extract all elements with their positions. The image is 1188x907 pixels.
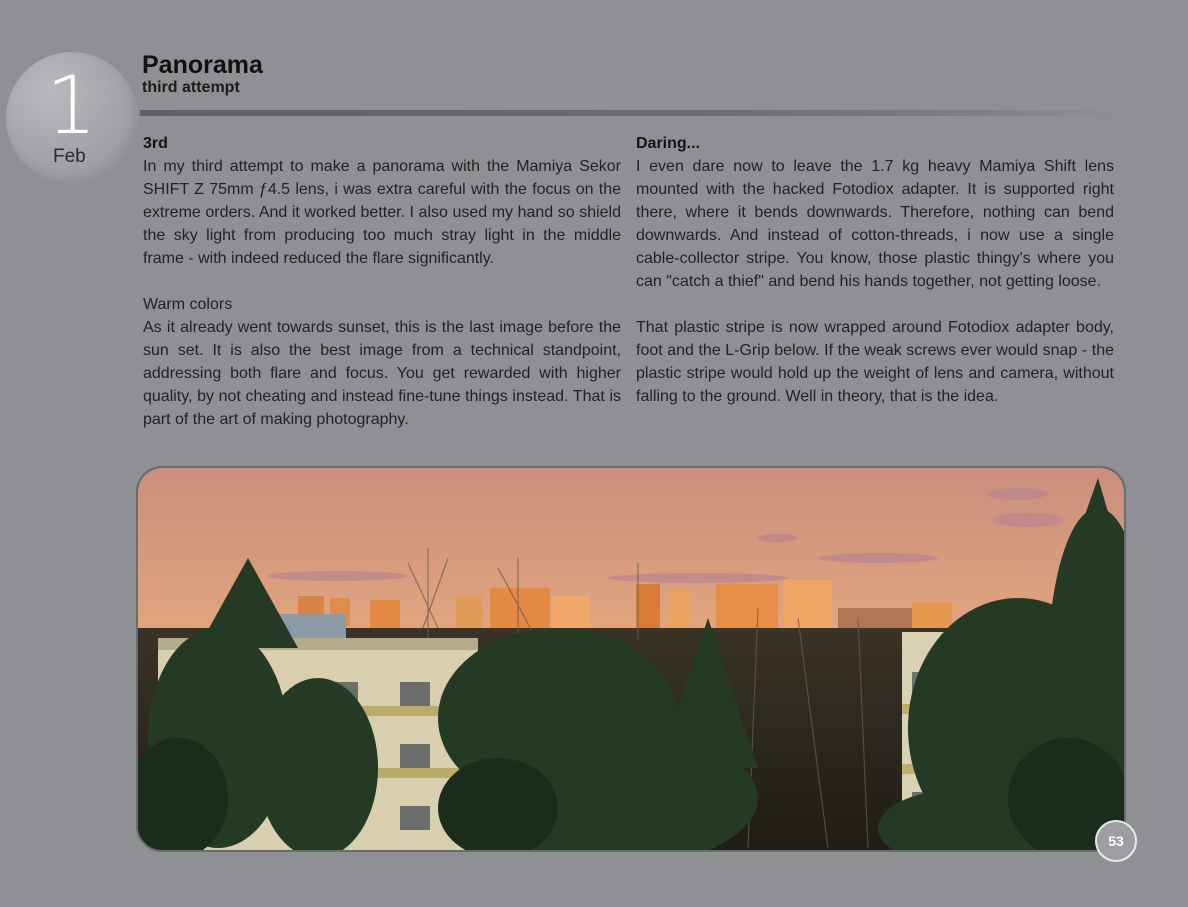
section-heading-warm-colors: Warm colors xyxy=(143,296,233,313)
panorama-photo xyxy=(136,466,1126,852)
date-day: 1 xyxy=(46,59,95,152)
paragraph-plastic-stripe: That plastic stripe is now wrapped around Fotodiox adapter body, foot and the L-Grip below. If the weak screws ever would snap - the plastic stripe would hold up the weight of lens and camera, without falling to the ground. Well in theory, that is the idea. xyxy=(636,319,1114,405)
date-badge xyxy=(6,52,138,184)
paragraph-gap xyxy=(636,293,1114,316)
right-text-column xyxy=(636,132,1114,408)
page-number-badge: 53 xyxy=(1095,820,1137,862)
section-heading-3rd: 3rd xyxy=(143,135,168,152)
section-heading-daring: Daring... xyxy=(636,135,701,152)
paragraph-daring: I even dare now to leave the 1.7 kg heavy Mamiya Shift lens mounted with the hacked Fotodiox adapter. It is supported right there, where it bends downwards. Therefore, nothing can bend downwards. And instead of cotton-threads, i now use a single cable-collector stripe. You know, those plastic thingy's where you can "catch a thief" and bend his hands together, not getting loose. xyxy=(636,158,1114,290)
paragraph-warm-colors: As it already went towards sunset, this is the last image before the sun set. It is also the best image from a technical standpoint, addressing both flare and focus. You get rewarded with higher quality, by not cheating and instead fine-tune things instead. That is part of the art of making photography. xyxy=(143,319,621,428)
paragraph-gap xyxy=(143,270,621,293)
panorama-illustration xyxy=(138,468,1124,850)
left-text-column xyxy=(143,132,621,431)
date-month: Feb xyxy=(53,146,86,167)
header-divider xyxy=(140,110,1118,116)
paragraph-3rd: In my third attempt to make a panorama with the Mamiya Sekor SHIFT Z 75mm ƒ4.5 lens, i was extra careful with the focus on the extreme orders. And it worked better. I also used my hand so shield the sky light from producing too much stray light in the middle frame - with indeed reduced the flare significantly. xyxy=(143,158,621,267)
page-subtitle: third attempt xyxy=(142,79,240,96)
page-title: Panorama xyxy=(142,51,263,79)
